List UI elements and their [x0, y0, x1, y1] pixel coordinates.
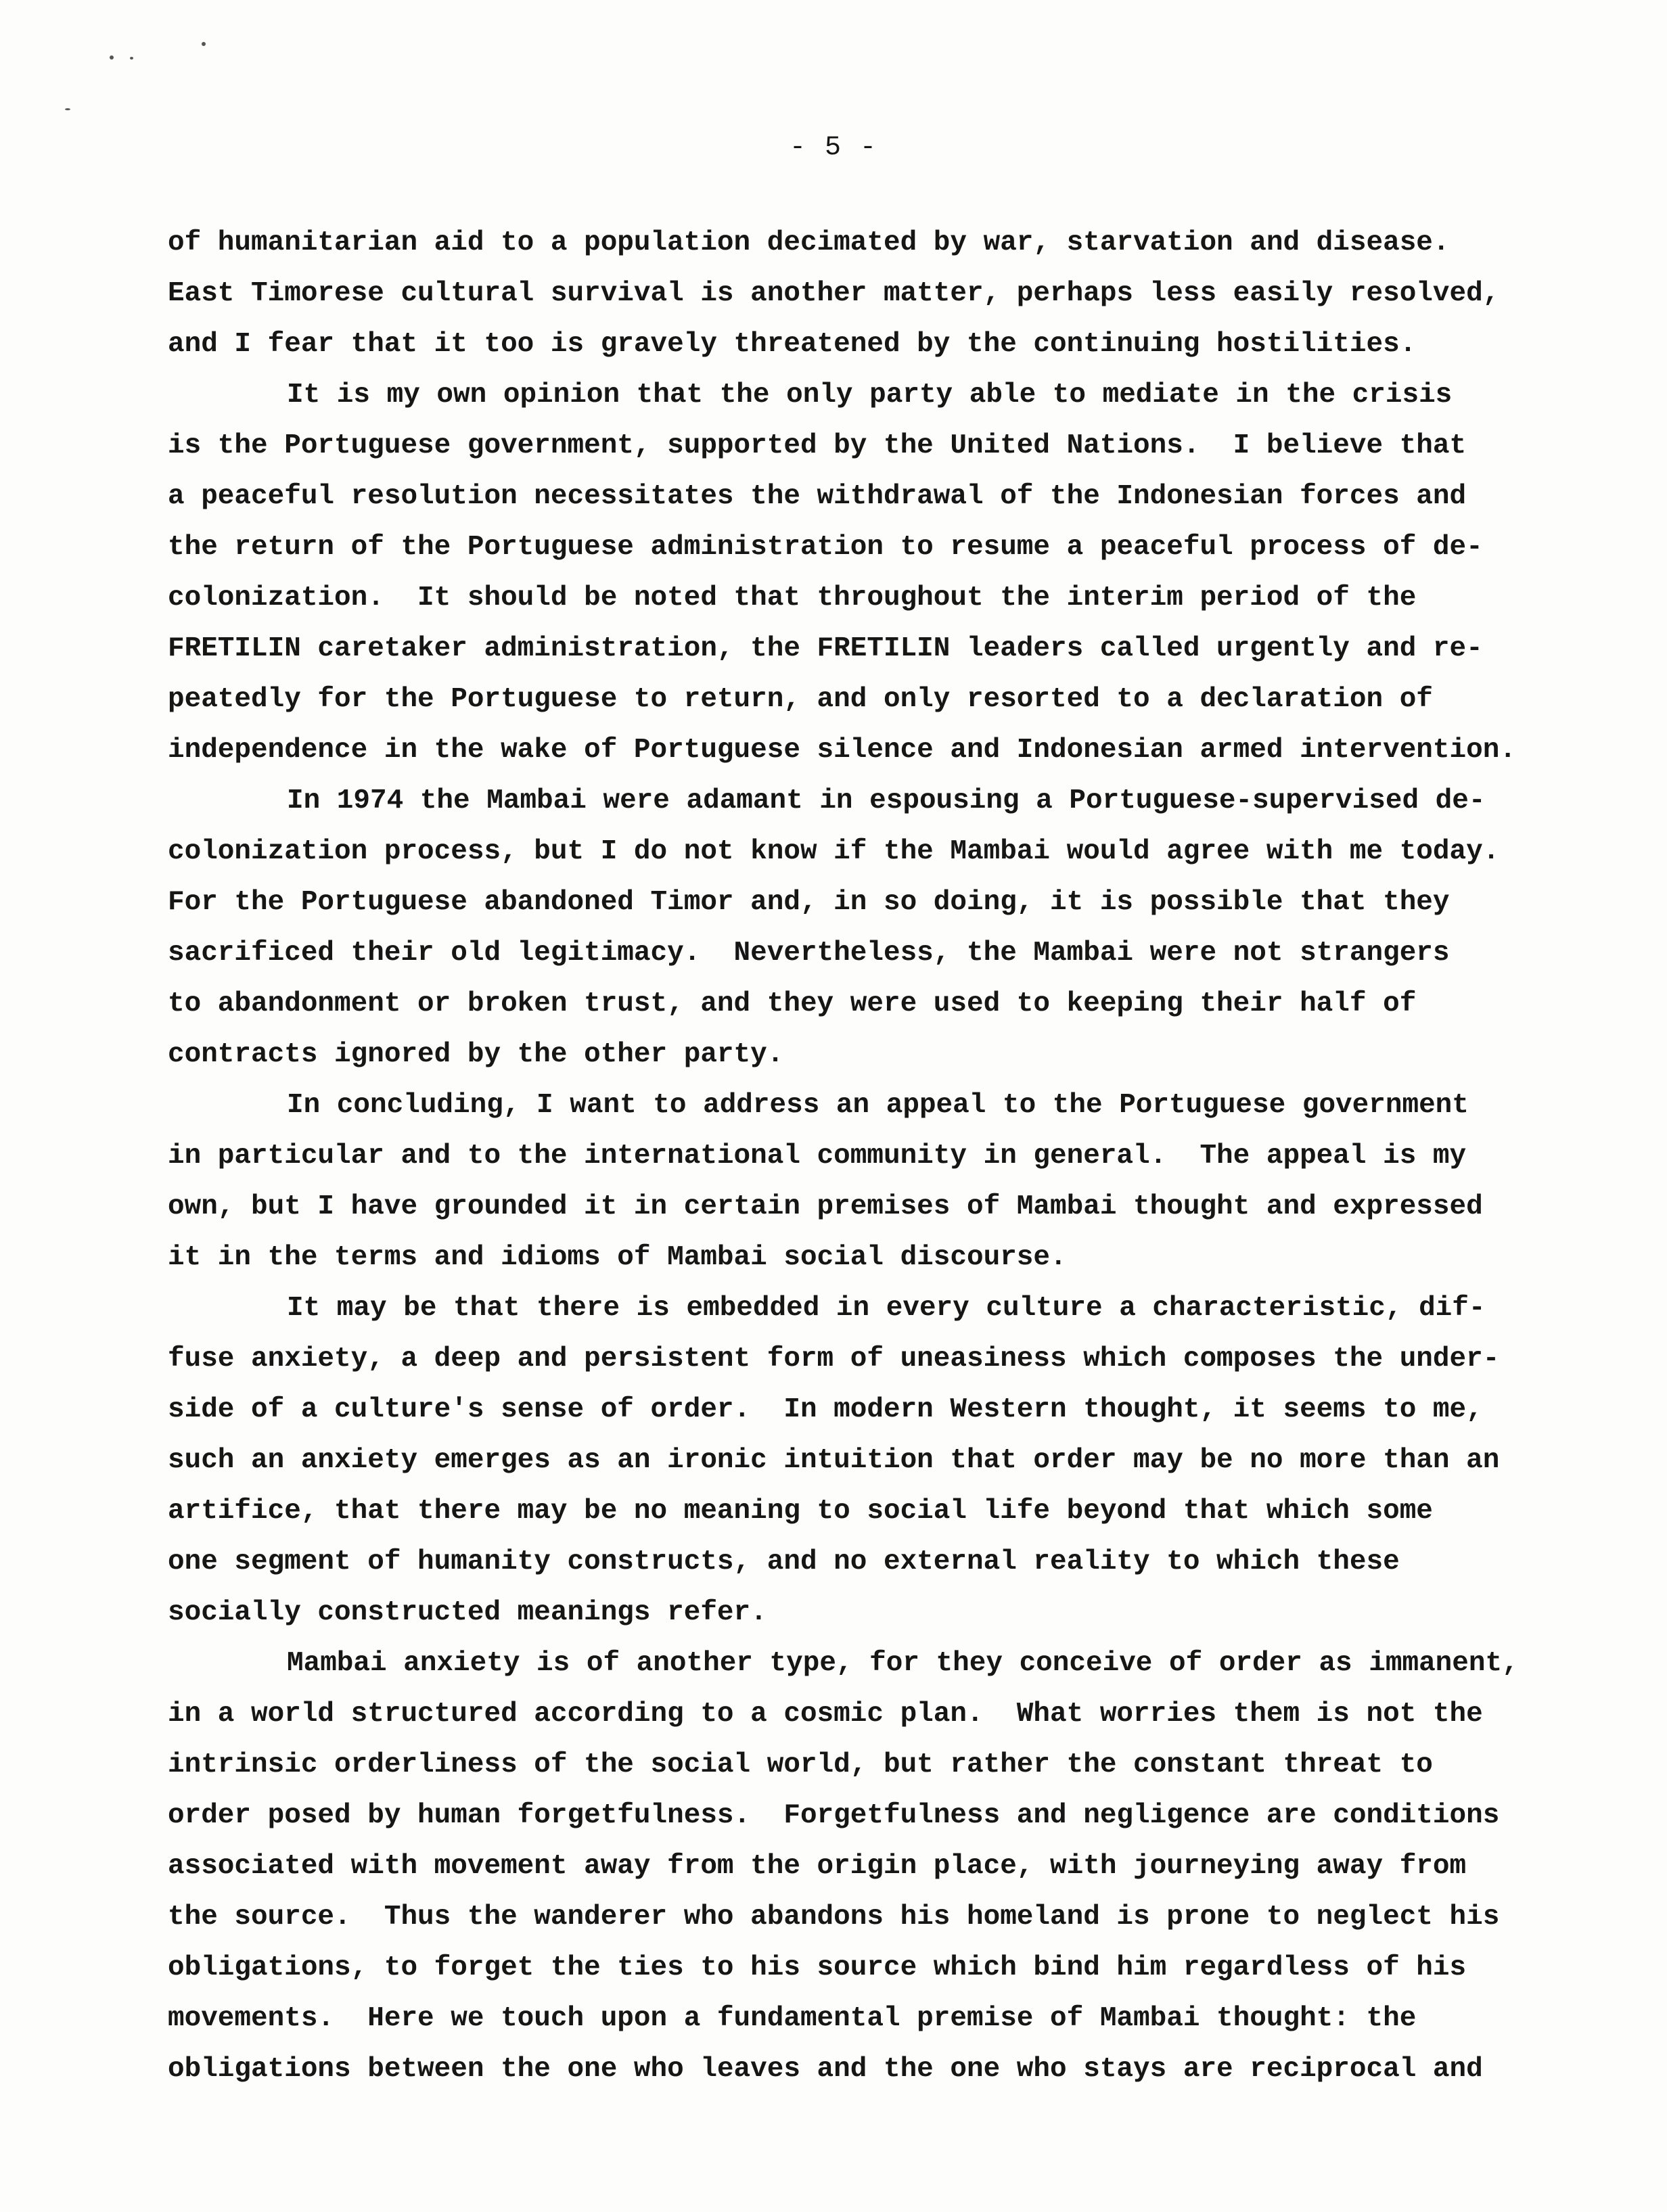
text-line: the return of the Portuguese administration to resume a peaceful process of de- — [168, 532, 1483, 563]
text-line: of humanitarian aid to a population decimated by war, starvation and disease. — [168, 227, 1450, 258]
scan-speck — [65, 108, 70, 110]
text-line: side of a culture's sense of order. In modern Western thought, it seems to me, — [168, 1394, 1483, 1425]
paragraph — [168, 776, 1534, 1080]
paragraph — [168, 370, 1534, 776]
text-line: in a world structured according to a cosmic plan. What worries them is not the — [168, 1699, 1483, 1730]
paragraph — [168, 218, 1534, 370]
text-line: and I fear that it too is gravely threatened by the continuing hostilities. — [168, 329, 1417, 360]
text-line: colonization process, but I do not know if the Mambai would agree with me today. — [168, 836, 1500, 867]
text-line: intrinsic orderliness of the social world, but rather the constant threat to — [168, 1749, 1433, 1780]
text-line: FRETILIN caretaker administration, the FRETILIN leaders called urgently and re- — [168, 633, 1483, 664]
text-line: In concluding, I want to address an appeal to the Portuguese government — [287, 1090, 1469, 1121]
paragraph — [168, 1283, 1534, 1638]
text-line: contracts ignored by the other party. — [168, 1039, 784, 1070]
text-line: is the Portuguese government, supported by the United Nations. I believe that — [168, 430, 1467, 461]
text-line: sacrificed their old legitimacy. Nevertheless, the Mambai were not strangers — [168, 938, 1450, 969]
text-line: independence in the wake of Portuguese silence and Indonesian armed intervention. — [168, 735, 1516, 766]
text-line: such an anxiety emerges as an ironic intuition that order may be no more than an — [168, 1445, 1500, 1476]
text-line: It may be that there is embedded in every culture a characteristic, dif- — [287, 1293, 1486, 1324]
text-line: colonization. It should be noted that throughout the interim period of the — [168, 582, 1417, 614]
page-number: - 5 - — [789, 133, 878, 163]
text-line: movements. Here we touch upon a fundamental premise of Mambai thought: the — [168, 2003, 1417, 2034]
text-line: own, but I have grounded it in certain premises of Mambai thought and expressed — [168, 1191, 1483, 1222]
text-line: obligations, to forget the ties to his source which bind him regardless of his — [168, 1952, 1467, 1983]
text-line: peatedly for the Portuguese to return, and only resorted to a declaration of — [168, 684, 1433, 715]
scan-speck — [130, 57, 133, 60]
scan-speck — [110, 55, 114, 60]
text-line: associated with movement away from the origin place, with journeying away from — [168, 1851, 1467, 1882]
text-line: socially constructed meanings refer. — [168, 1597, 767, 1628]
text-line: For the Portuguese abandoned Timor and, in so doing, it is possible that they — [168, 887, 1450, 918]
text-line: order posed by human forgetfulness. Forgetfulness and negligence are conditions — [168, 1800, 1500, 1831]
text-line: a peaceful resolution necessitates the withdrawal of the Indonesian forces and — [168, 481, 1467, 512]
text-line: Mambai anxiety is of another type, for they conceive of order as immanent, — [287, 1648, 1519, 1679]
body-text — [168, 218, 1534, 2095]
scan-speck — [202, 42, 206, 46]
text-line: one segment of humanity constructs, and no external reality to which these — [168, 1546, 1400, 1577]
text-line: artifice, that there may be no meaning to social life beyond that which some — [168, 1496, 1433, 1527]
text-line: obligations between the one who leaves and the one who stays are reciprocal and — [168, 2054, 1483, 2085]
paragraph — [168, 1638, 1534, 2095]
text-line: It is my own opinion that the only party able to mediate in the crisis — [287, 379, 1453, 411]
paragraph — [168, 1080, 1534, 1283]
text-line: to abandonment or broken trust, and they were used to keeping their half of — [168, 988, 1417, 1019]
text-line: fuse anxiety, a deep and persistent form of uneasiness which composes the under- — [168, 1343, 1500, 1375]
text-line: In 1974 the Mambai were adamant in espousing a Portuguese-supervised de- — [287, 785, 1486, 816]
text-line: it in the terms and idioms of Mambai social discourse. — [168, 1242, 1067, 1273]
text-line: the source. Thus the wanderer who abandons his homeland is prone to neglect his — [168, 1902, 1500, 1933]
text-line: East Timorese cultural survival is another matter, perhaps less easily resolved, — [168, 278, 1500, 309]
text-line: in particular and to the international community in general. The appeal is my — [168, 1140, 1467, 1172]
